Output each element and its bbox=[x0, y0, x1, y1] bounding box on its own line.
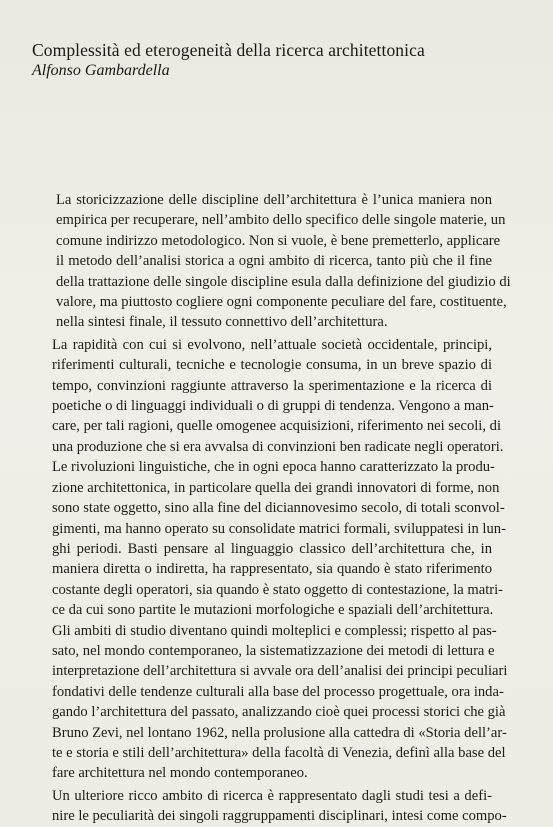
text-line: della trattazione delle singole discipline esula dalla definizione del giudizio di bbox=[56, 273, 511, 290]
text-line: gando l’architettura del passato, analizzando cioè quei processi storici che già bbox=[52, 704, 506, 721]
text-line: ce da cui sono partite le mutazioni morfologiche e spaziali dell’architettura. bbox=[52, 602, 494, 619]
text-line: care, per tali ragioni, quelle omogenee acquisizioni, riferimento nei secoli, di bbox=[52, 418, 501, 435]
text-line: valore, ma piuttosto cogliere ogni componente peculiare del fare, costituente, bbox=[56, 294, 507, 311]
text-line: sato, nel mondo contemporaneo, la sistematizzazione dei metodi di lettura e bbox=[52, 642, 495, 659]
chapter-title: Complessità ed eterogeneità della ricerca architettonica bbox=[32, 40, 425, 60]
paragraph-3 bbox=[32, 786, 507, 827]
text-line: Le rivoluzioni linguistiche, che in ogni epoca hanno caratterizzato la produ- bbox=[52, 459, 495, 476]
text-line: maniera diretta o indiretta, ha rappresentato, sia quando è stato riferimento bbox=[52, 561, 492, 578]
paragraph-2 bbox=[32, 335, 508, 784]
text-line: ghi periodi. Basti pensare al linguaggio classico dell’architettura che, in bbox=[52, 540, 492, 557]
text-line: nire le peculiarità dei singoli raggruppamenti disciplinari, intesi come compo- bbox=[52, 808, 507, 825]
text-line: comune indirizzo metodologico. Non si vuole, è bene premetterlo, applicare bbox=[56, 232, 501, 249]
paragraph-1 bbox=[32, 190, 511, 333]
text-line: interpretazione dell’architettura si avvale ora dell’analisi dei principi peculiari bbox=[52, 663, 508, 680]
text-line: zione architettonica, in particolare quella dei grandi innovatori di forme, non bbox=[52, 479, 500, 496]
text-line: sono state oggetto, sino alla fine del diciannovesimo secolo, di totali sconvol- bbox=[52, 500, 505, 517]
text-line: poetiche o di linguaggi individuali o di gruppi di tendenza. Vengono a man- bbox=[52, 398, 494, 415]
text-line: empirica per recuperare, nell’ambito dello specifico delle singole materie, un bbox=[56, 212, 506, 229]
text-line: Un ulteriore ricco ambito di ricerca è rappresentato dagli studi tesi a defi- bbox=[52, 787, 492, 804]
text-line: una produzione che si era avvalsa di convinzioni ben radicate negli operatori. bbox=[52, 438, 504, 455]
text-line: Gli ambiti di studio diventano quindi molteplici e complessi; rispetto al pas- bbox=[52, 622, 497, 639]
text-line: il metodo dell’analisi storica a ogni ambito di ricerca, tanto più che il fine bbox=[56, 253, 492, 270]
text-line: costante degli operatori, sia quando è stato oggetto di contestazione, la matri- bbox=[52, 581, 504, 598]
text-line: fare architettura nel mondo contemporaneo. bbox=[52, 765, 308, 782]
text-line: fondativi delle tendenze culturali alla base del processo progettuale, ora inda- bbox=[52, 683, 504, 700]
text-line: nella sintesi finale, il tessuto connettivo dell’architettura. bbox=[56, 314, 388, 331]
text-line: riferimenti culturali, tecniche e tecnologie consuma, in un breve spazio di bbox=[52, 357, 492, 374]
text-line: te e storia e stili dell’architettura» della facoltà di Venezia, definì alla base del bbox=[52, 744, 506, 761]
text-line: La storicizzazione delle discipline dell’architettura è l’unica maniera non bbox=[56, 192, 492, 208]
body-text bbox=[32, 190, 511, 827]
author-name: Alfonso Gambardella bbox=[32, 62, 170, 79]
text-line: Bruno Zevi, nel lontano 1962, nella prolusione alla cattedra di «Storia dell’ar- bbox=[52, 724, 507, 741]
text-line: gimenti, ma hanno operato su consolidate matrici formali, sviluppatesi in lun- bbox=[52, 520, 506, 537]
text-line: La rapidità con cui si evolvono, nell’attuale società occidentale, principi, bbox=[52, 336, 492, 353]
text-line: tempo, convinzioni raggiunte attraverso la sperimentazione e la ricerca di bbox=[52, 377, 492, 394]
